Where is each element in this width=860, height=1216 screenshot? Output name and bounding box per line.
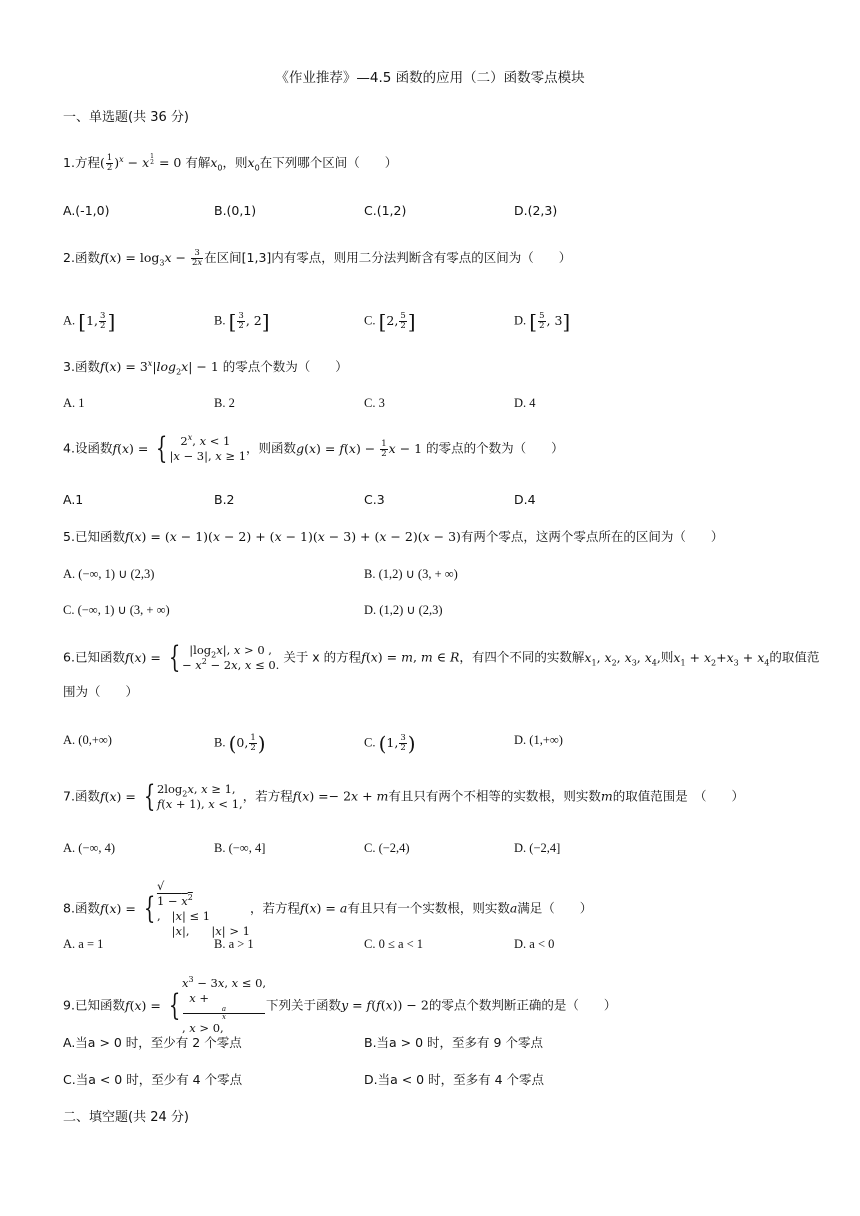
section-heading-single-choice: 一、单选题(共 36 分) <box>63 110 189 125</box>
q4-option-b[interactable]: B.2 <box>214 492 235 507</box>
q9-option-c[interactable]: C.当a < 0 时，至少有 4 个零点 <box>63 1072 243 1087</box>
q2-option-c[interactable]: C. [2, $\frac{5}{2}$ ] <box>364 309 416 333</box>
piecewise-q7: f(x) = { $2\log_2x$, x ≥ 1, f(x + 1), x < 1, <box>99 779 243 814</box>
q5-option-b[interactable]: B. (1,2) ∪ (3, + ∞) <box>364 567 458 581</box>
question-2: 2.函数$f(x) = \log_3x$ − $\frac{3}{2x}$ 在区间[1,3]内有零点，则用二分法判断含有零点的区间为（ ） <box>63 248 572 268</box>
equation-q5: f(x) = (x − 1)(x − 2) + (x − 1)(x − 3) + (x − 2)(x − 3) <box>124 529 461 544</box>
question-6-number: 6. <box>63 649 75 665</box>
question-8-number: 8. <box>63 900 75 916</box>
question-6-line-2: 围为（ ） <box>63 684 139 699</box>
q7-option-d[interactable]: D. (−2,4] <box>514 841 561 855</box>
q4-option-a[interactable]: A.1 <box>63 492 84 507</box>
q4-option-c[interactable]: C.3 <box>364 492 385 507</box>
section-heading-fill-in: 二、填空题(共 24 分) <box>63 1110 189 1125</box>
question-5-number: 5. <box>63 529 75 544</box>
q9-option-b[interactable]: B.当a > 0 时，至多有 9 个零点 <box>364 1035 543 1050</box>
q7-option-a[interactable]: A. (−∞, 4) <box>63 841 116 855</box>
equation-q1: ( $\frac{1}{2}$ )$^x - x^{1 2} = 0$ <box>99 153 182 174</box>
question-3: 3.函数$f(x) = 3^x|\log_2x| - 1$ 的零点个数为（ ） <box>63 358 348 377</box>
question-7-number: 7. <box>63 788 75 804</box>
q2-option-b[interactable]: B. [ $\frac{3}{2}$ , 2] <box>214 309 270 333</box>
piecewise-q9: f(x) = { $x^3 - 3x$, x ≤ 0, x + a x , x > 0, <box>124 975 267 1035</box>
question-4-number: 4. <box>63 440 75 456</box>
question-6: 6.已知函数f(x) = { $|\log_2x|$, x > 0 , − $x^2 - 2x$, x ≤ 0. 关于 x 的方程f(x) = m, m ∈ R，有四个不同的实数解$x_1$, $x_2$, $x_3$, $x_4$,则$x_1 + x_2+x_3 + x_4$的取值范 <box>63 640 820 675</box>
question-2-number: 2. <box>63 250 75 265</box>
q3-option-a[interactable]: A. 1 <box>63 396 85 410</box>
question-7: 7.函数f(x) = { $2\log_2x$, x ≥ 1, f(x + 1), x < 1, ，若方程f(x) =− 2x + m有且只有两个不相等的实数根，则实数m的取值范围是 （ ） <box>63 779 745 814</box>
q8-option-b[interactable]: B. a > 1 <box>214 937 254 951</box>
q4-option-d[interactable]: D.4 <box>514 492 536 507</box>
question-1: 1.方程( $\frac{1}{2}$ )$^x - x^{1 2} = 0$ 有解$x_0$，则$x_0$在下列哪个区间（ ） <box>63 153 398 174</box>
question-9: 9.已知函数f(x) = { $x^3 - 3x$, x ≤ 0, x + a x , x > 0, 下列关于函数y = f(f(x)) − 2的零点个数判断正确的是（ ） <box>63 975 617 1035</box>
q2-option-d[interactable]: D. [ $\frac{5}{2}$ , 3] <box>514 309 571 333</box>
equation-q2: $f(x) = \log_3x$ − $\frac{3}{2x}$ <box>99 248 203 268</box>
piecewise-q6: f(x) = { $|\log_2x|$, x > 0 , − $x^2 - 2x$, x ≤ 0. <box>124 640 280 675</box>
q1-option-d[interactable]: D.(2,3) <box>514 203 558 218</box>
question-1-number: 1. <box>63 155 75 171</box>
question-9-number: 9. <box>63 997 75 1013</box>
q6-option-b[interactable]: B. (0, $\frac{1}{2}$ ) <box>214 731 266 755</box>
page-title: 《作业推荐》—4.5 函数的应用（二）函数零点模块 <box>275 70 585 86</box>
q5-option-a[interactable]: A. (−∞, 1) ∪ (2,3) <box>63 567 155 581</box>
q7-option-c[interactable]: C. (−2,4) <box>364 841 410 855</box>
q9-option-d[interactable]: D.当a < 0 时，至多有 4 个零点 <box>364 1072 545 1087</box>
q9-option-a[interactable]: A.当a > 0 时，至少有 2 个零点 <box>63 1035 242 1050</box>
q2-option-a[interactable]: A. [1, $\frac{3}{2}$ ] <box>63 309 116 333</box>
q1-option-b[interactable]: B.(0,1) <box>214 203 257 218</box>
question-4: 4.设函数f(x) = { 2$^x$, x < 1 |x − 3|, x ≥ 1 ，则函数g(x) = f(x) − $\frac{1}{2}$ x − 1 的零点的个数为（ ） <box>63 431 564 466</box>
q1-option-a[interactable]: A.(-1,0) <box>63 203 110 218</box>
q8-option-a[interactable]: A. a = 1 <box>63 937 104 951</box>
q8-option-d[interactable]: D. a < 0 <box>514 937 555 951</box>
q1-option-c[interactable]: C.(1,2) <box>364 203 407 218</box>
question-3-number: 3. <box>63 359 75 374</box>
piecewise-q8: f(x) = { √ $1 - x^2$ , |x| ≤ 1 |x|, |x| > 1 <box>99 879 250 938</box>
equation-q3: $f(x) = 3^x|\log_2x| - 1$ <box>99 358 219 377</box>
q6-option-a[interactable]: A. (0,+∞) <box>63 733 112 747</box>
q5-option-c[interactable]: C. (−∞, 1) ∪ (3, + ∞) <box>63 603 170 617</box>
question-5: 5.已知函数f(x) = (x − 1)(x − 2) + (x − 1)(x − 3) + (x − 2)(x − 3)有两个零点，这两个零点所在的区间为（ ） <box>63 529 724 544</box>
piecewise-q4: f(x) = { 2$^x$, x < 1 |x − 3|, x ≥ 1 <box>112 431 247 466</box>
q5-option-d[interactable]: D. (1,2) ∪ (2,3) <box>364 603 443 617</box>
q3-option-c[interactable]: C. 3 <box>364 396 385 410</box>
question-8: 8.函数f(x) = { √ $1 - x^2$ , |x| ≤ 1 |x|, |x| > 1 ，若方程f(x) = a有且只有一个实数根，则实数a满足（ ） <box>63 879 593 938</box>
q6-option-d[interactable]: D. (1,+∞) <box>514 733 563 747</box>
q3-option-b[interactable]: B. 2 <box>214 396 235 410</box>
q8-option-c[interactable]: C. 0 ≤ a < 1 <box>364 937 424 951</box>
q7-option-b[interactable]: B. (−∞, 4] <box>214 841 266 855</box>
q6-option-c[interactable]: C. (1, $\frac{3}{2}$ ) <box>364 731 416 755</box>
q3-option-d[interactable]: D. 4 <box>514 396 536 410</box>
